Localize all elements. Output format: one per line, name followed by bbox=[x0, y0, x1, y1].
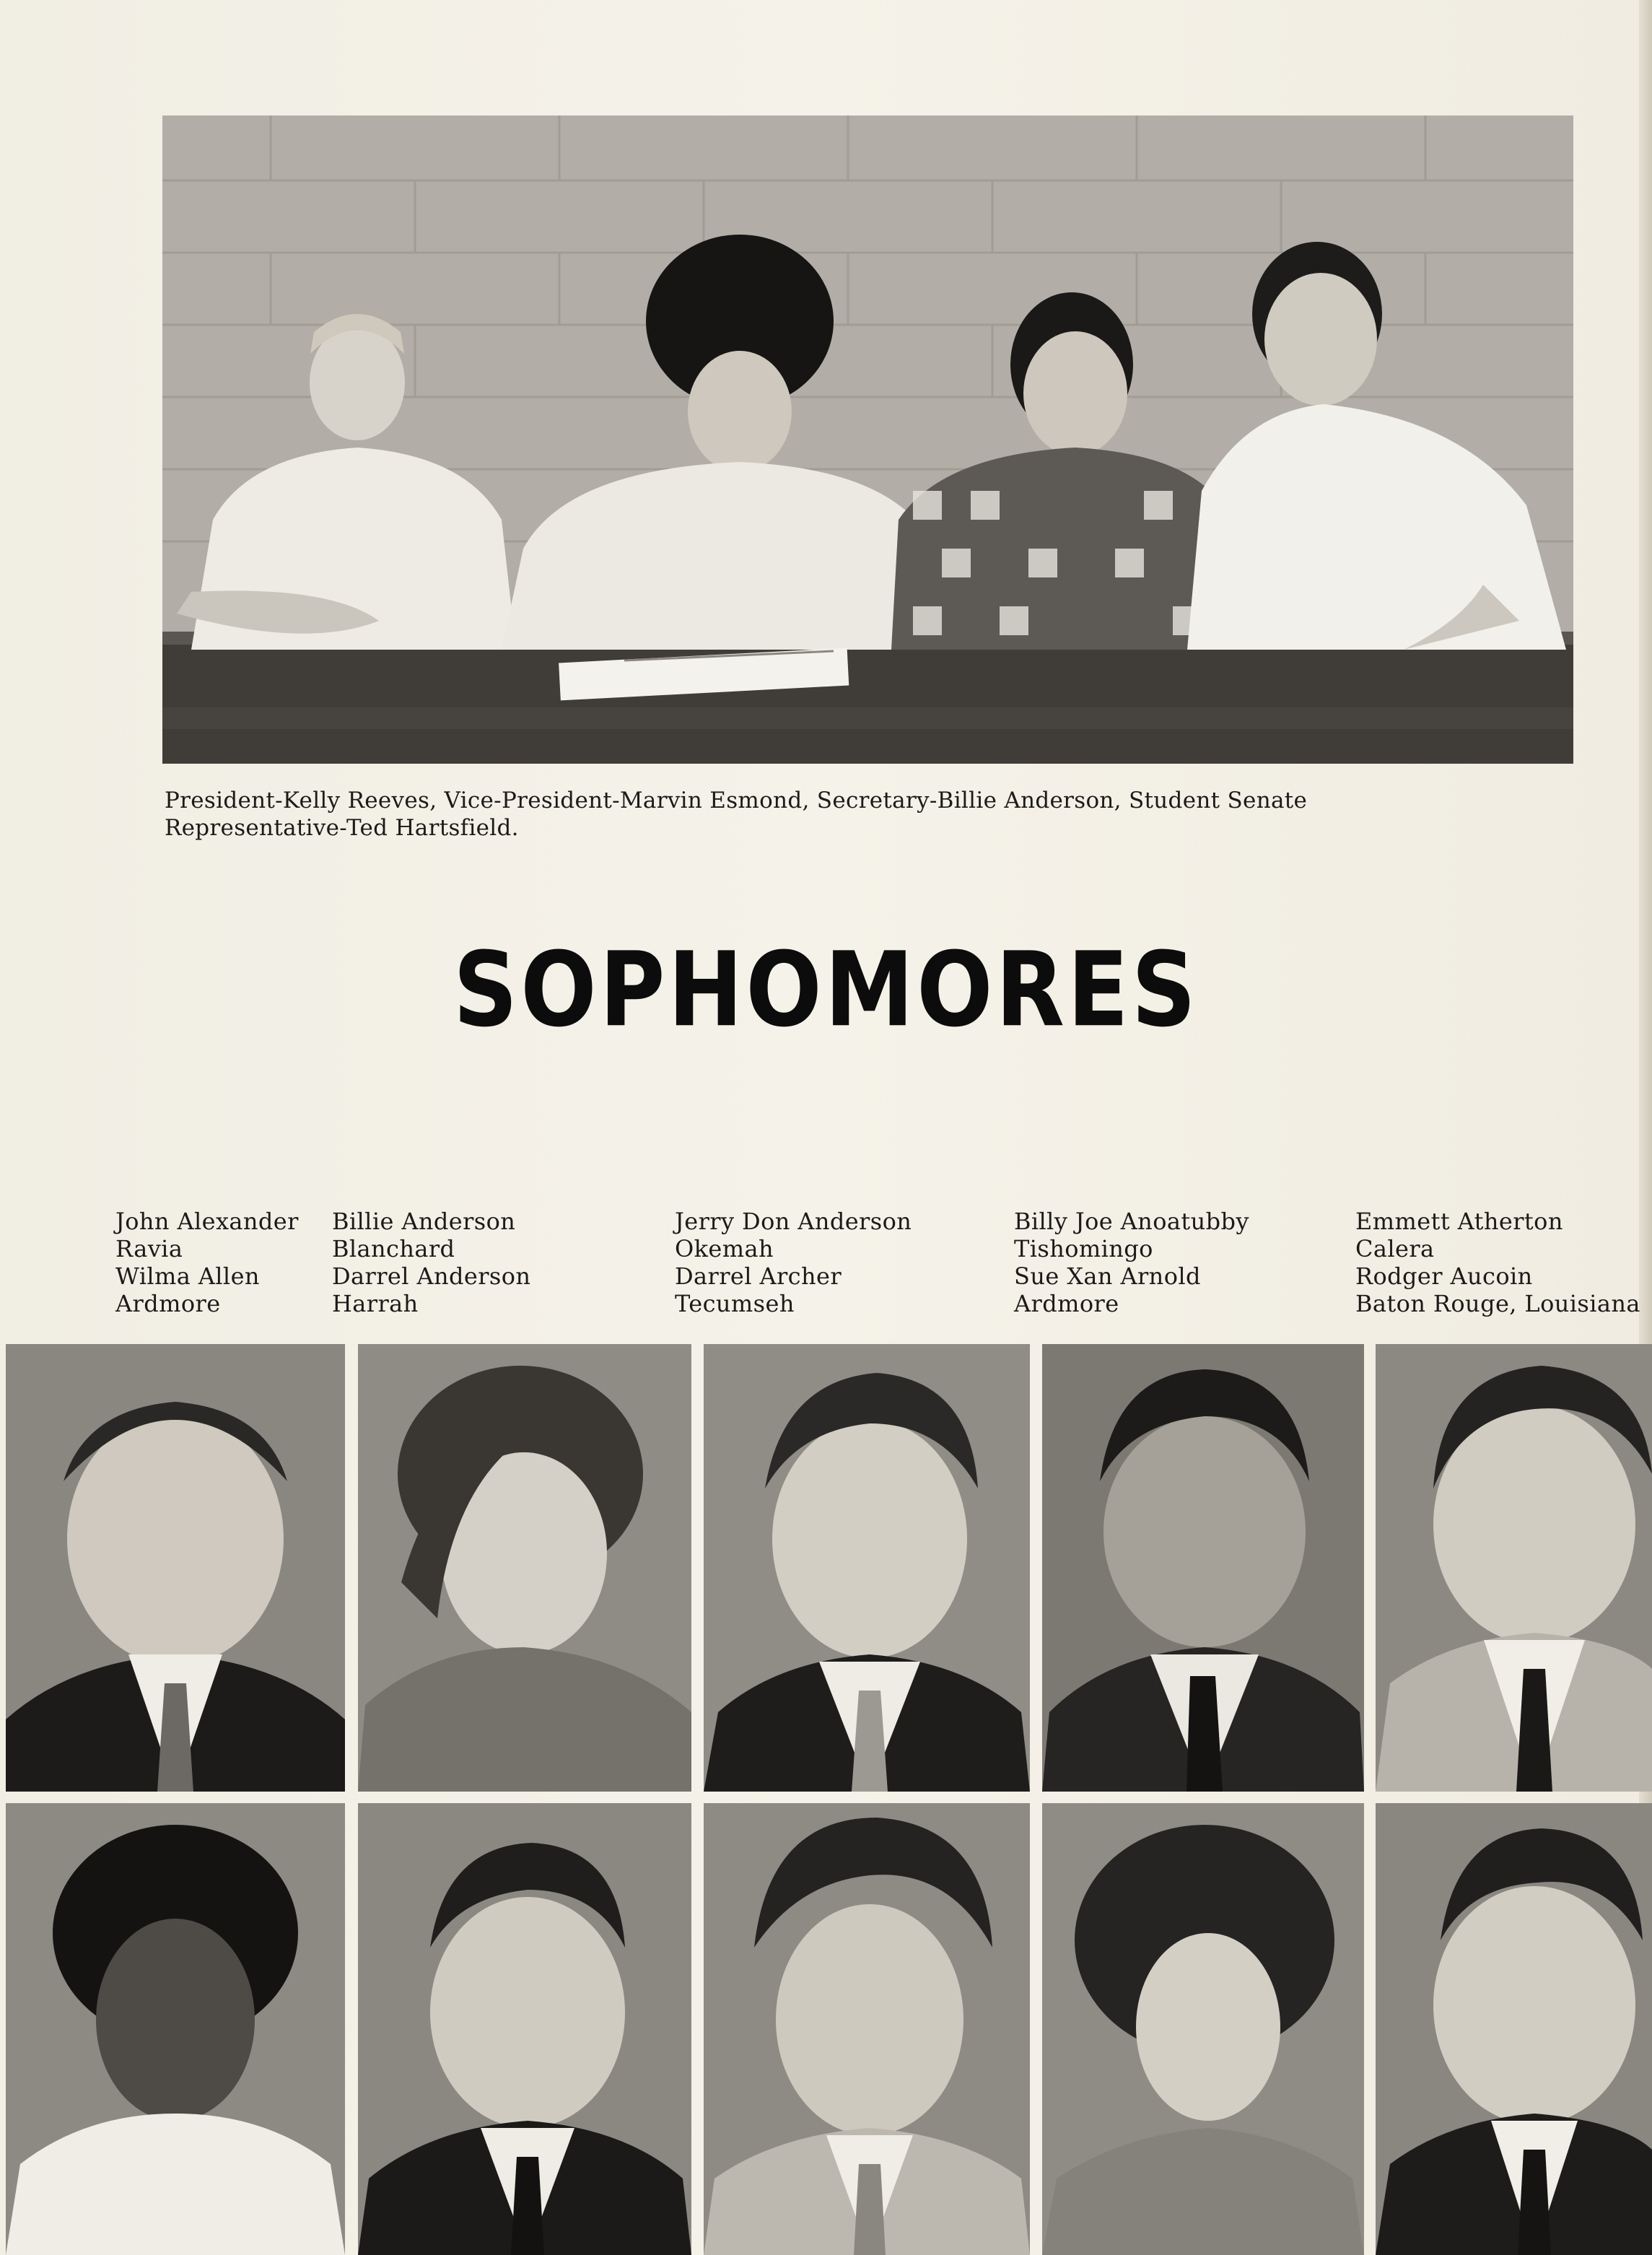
student-name: Sue Xan Arnold bbox=[1014, 1262, 1201, 1290]
student-name: Billy Joe Anoatubby bbox=[1014, 1208, 1249, 1235]
name-column-3 bbox=[675, 1208, 912, 1317]
student-hometown: Ardmore bbox=[115, 1290, 221, 1317]
student-hometown: Okemah bbox=[675, 1235, 774, 1262]
student-hometown: Blanchard bbox=[332, 1235, 455, 1262]
name-column-1 bbox=[115, 1208, 299, 1317]
portrait-billie-anderson bbox=[358, 1344, 691, 1792]
student-hometown: Harrah bbox=[332, 1290, 419, 1317]
portrait-darrel-archer bbox=[704, 1803, 1030, 2255]
student-name: Billie Anderson bbox=[332, 1208, 516, 1235]
student-hometown: Tecumseh bbox=[675, 1290, 795, 1317]
student-name: John Alexander bbox=[115, 1208, 299, 1235]
portrait-sue-xan-arnold bbox=[1042, 1803, 1364, 2255]
student-hometown: Tishomingo bbox=[1014, 1235, 1153, 1262]
portrait-john-alexander bbox=[6, 1344, 345, 1792]
caption-line-2: Representative-Ted Hartsfield. bbox=[165, 815, 519, 841]
portrait-wilma-allen bbox=[6, 1803, 345, 2255]
portrait-jerry-don-anderson bbox=[704, 1344, 1030, 1792]
student-name: Darrel Anderson bbox=[332, 1262, 531, 1290]
student-name: Rodger Aucoin bbox=[1355, 1262, 1533, 1290]
name-column-2 bbox=[332, 1208, 530, 1317]
section-title: SOPHOMORES bbox=[453, 930, 1199, 1050]
portrait-billy-joe-anoatubby bbox=[1042, 1344, 1364, 1792]
student-name: Wilma Allen bbox=[115, 1262, 260, 1290]
student-name: Jerry Don Anderson bbox=[675, 1208, 912, 1235]
caption-line-1: President-Kelly Reeves, Vice-President-Marvin Esmond, Secretary-Billie Anderson, Student Senate bbox=[165, 788, 1308, 814]
class-officers-photo bbox=[162, 115, 1573, 764]
student-hometown: Calera bbox=[1355, 1235, 1435, 1262]
portrait-rodger-aucoin bbox=[1376, 1803, 1652, 2255]
portrait-darrel-anderson bbox=[358, 1803, 691, 2255]
student-name: Emmett Atherton bbox=[1355, 1208, 1563, 1235]
officers-caption bbox=[165, 787, 1485, 842]
name-column-4 bbox=[1014, 1208, 1249, 1317]
portrait-emmett-atherton bbox=[1376, 1344, 1652, 1792]
student-hometown: Ravia bbox=[115, 1235, 183, 1262]
name-column-5 bbox=[1355, 1208, 1640, 1317]
student-hometown: Ardmore bbox=[1014, 1290, 1119, 1317]
student-hometown: Baton Rouge, Louisiana bbox=[1355, 1290, 1640, 1317]
student-name: Darrel Archer bbox=[675, 1262, 842, 1290]
